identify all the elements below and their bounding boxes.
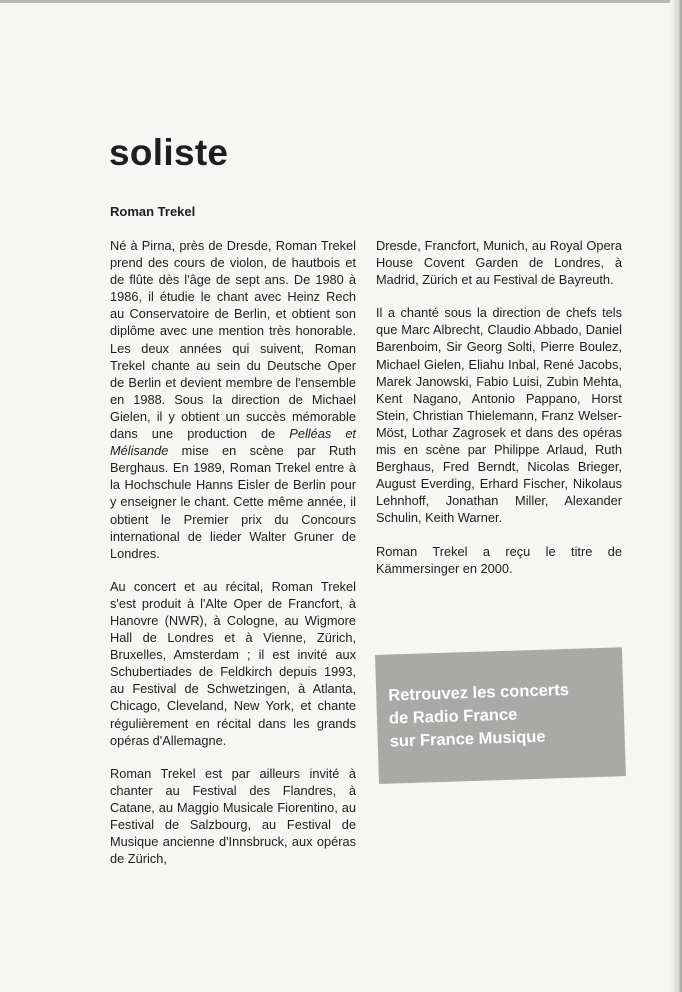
biography-paragraph-4: Dresde, Francfort, Munich, au Royal Opera House Covent Garden de Londres, à Madrid, Zürich et au Festival de Bayreuth. xyxy=(376,238,622,288)
scan-top-border xyxy=(0,0,682,3)
opera-title: Pelléas et Mélisande xyxy=(110,426,356,459)
left-column xyxy=(110,237,356,883)
page-title: soliste xyxy=(109,132,229,173)
biography-paragraph-1 xyxy=(110,237,356,562)
bio-text-part-b: mise en scène par Ruth Berghaus. En 1989, Roman Trekel entre à la Hochschule Hanns Eisler de Berlin pour y enseigner le chant. Cette même année, il obtient le Premier prix du Concours international de lieder Walter Gruner de Londres. xyxy=(110,443,356,561)
soloist-name: Roman Trekel xyxy=(110,204,196,219)
radio-france-promo-box xyxy=(375,647,626,784)
biography-paragraph-2: Au concert et au récital, Roman Trekel s'est produit à l'Alte Oper de Francfort, à Hanovre (NWR), à Cologne, au Wigmore Hall de Londres et à Vienne, Zürich, Bruxelles, Amsterdam ; il est invité aux Schubertiades de Feldkirch depuis 1993, au Festival de Schwetzingen, à Atlanta, Chicago, Cleveland, New York, et chante régulièrement en récital dans les grands opéras d'Allemagne. xyxy=(110,578,356,748)
promo-line-1: Retrouvez les concerts xyxy=(387,680,570,705)
biography-paragraph-3: Roman Trekel est par ailleurs invité à chanter au Festival des Flandres, à Catane, au Maggio Musicale Fiorentino, au Festival de Salzbourg, au Festival de Musique ancienne d'Innsbruck, aux opéras de Zürich, xyxy=(110,765,356,867)
biography-paragraph-5: Il a chanté sous la direction de chefs tels que Marc Albrecht, Claudio Abbado, Daniel Barenboim, Sir Georg Solti, Pierre Boulez, Michael Gielen, Eliahu Inbal, René Jacobs, Marek Janowski, Fabio Luisi, Zubin Mehta, Kent Nagano, Antonio Pappano, Horst Stein, Christian Thielemann, Franz Welser-Möst, Lothar Zagrosek et dans des opéras mis en scène par Philippe Arlaud, Ruth Berghaus, Fred Berndt, Nicolas Brieger, August Everding, Erhard Fischer, Nikolaus Lehnhoff, Jonathan Miller, Alexander Schulin, Keith Warner. xyxy=(376,305,622,526)
scan-right-edge xyxy=(670,0,682,992)
biography-paragraph-6: Roman Trekel a reçu le titre de Kämmersinger en 2000. xyxy=(376,543,622,576)
promo-line-3: sur France Musique xyxy=(389,727,546,751)
promo-line-2: de Radio France xyxy=(388,705,518,728)
right-column xyxy=(376,237,622,593)
bio-text-part-a: Né à Pirna, près de Dresde, Roman Trekel prend des cours de violon, de hautbois et de flûte dès l'âge de sept ans. De 1980 à 1986, il étudie le chant avec Heinz Rech au Conservatoire de Berlin, et obtient son diplôme avec une mention très honorable. Les deux années qui suivent, Roman Trekel chante au sein du Deutsche Oper de Berlin et devient membre de l'ensemble en 1988. Sous la direction de Michael Gielen, il y obtient un succès mémorable dans une production de xyxy=(110,238,356,442)
